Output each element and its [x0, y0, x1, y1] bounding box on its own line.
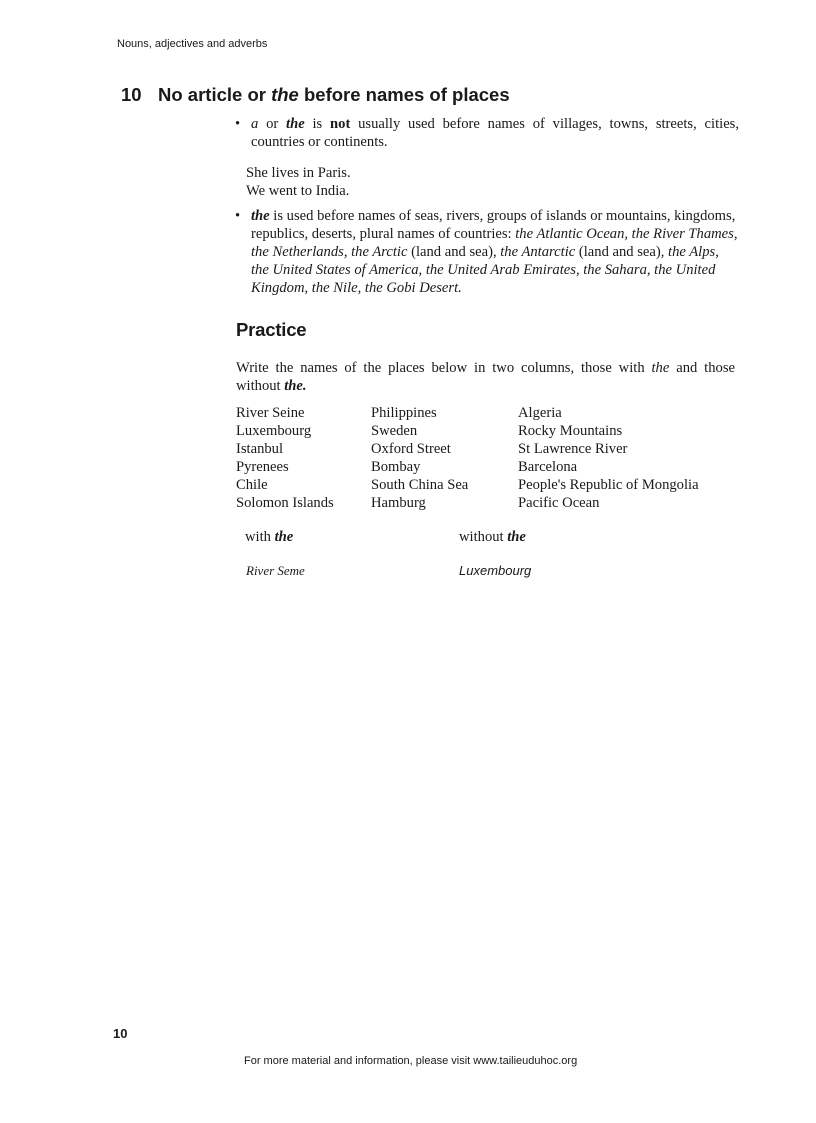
place-name: Hamburg: [371, 495, 426, 511]
place-name: Chile: [236, 477, 268, 493]
place-column: [371, 404, 468, 512]
with-the-answer-example: River Seme: [246, 563, 305, 578]
place-name: Barcelona: [518, 459, 578, 475]
column-header-text: without: [459, 529, 508, 545]
column-header-text: with: [245, 529, 275, 545]
unit-title: [121, 84, 510, 106]
place-name: Algeria: [518, 405, 562, 421]
unit-number: 10: [121, 84, 142, 105]
place-name: Istanbul: [236, 441, 284, 457]
rule-text: is used before names of seas, rivers, groups of islands or mountains, kingdoms, republics, deserts, plural names of countries:: [251, 208, 736, 242]
instruction-text: the.: [284, 378, 307, 394]
rule-text: is: [304, 116, 331, 132]
bullet-icon: •: [235, 208, 241, 224]
place-name: Luxembourg: [236, 423, 312, 439]
place-name: Rocky Mountains: [518, 423, 623, 439]
place-name: Bombay: [371, 459, 421, 475]
instruction-text: Write the names of the places below in two columns, those with: [236, 360, 652, 376]
column-header-text: the: [274, 529, 294, 545]
place-name: River Seine: [236, 405, 305, 421]
without-the-answer-example: Luxembourg: [459, 563, 532, 578]
rule-one: [235, 115, 739, 151]
bullet-icon: •: [235, 116, 241, 132]
with-the-column-header: [245, 529, 293, 546]
column-header-text: the: [507, 529, 526, 545]
rule-example: the Atlantic Ocean, the River Thames, the Netherlands, the Arctic: [251, 226, 738, 260]
without-the-column-header: [459, 529, 526, 546]
place-name: People's Republic of Mongolia: [518, 477, 699, 493]
rule-text: a: [251, 116, 259, 132]
place-column: [518, 404, 699, 512]
rule-text: or: [258, 116, 287, 132]
rule-text: the: [286, 116, 305, 132]
rule-text: usually used before names of villages, towns, streets, cities, countries or continents.: [251, 116, 739, 150]
page-number: 10: [113, 1026, 128, 1041]
rule-example: the Alps, the United States of America, the United Arab Emirates, the Sahara, the United Kingdom, the Nile, the Gobi Desert.: [251, 244, 719, 296]
running-head: Nouns, adjectives and adverbs: [117, 38, 268, 50]
unit-title-italic: the: [271, 84, 299, 105]
rule-two: [235, 207, 739, 297]
footer-note: For more material and information, please visit www.tailieuduhoc.org: [244, 1055, 578, 1067]
examples: [246, 164, 351, 200]
place-name: Pyrenees: [236, 459, 289, 475]
place-name: Solomon Islands: [236, 495, 334, 511]
place-name: Philippines: [371, 405, 437, 421]
unit-title-part: before names of places: [298, 84, 510, 105]
example-sentence: We went to India.: [246, 183, 350, 199]
instruction-text: the: [651, 360, 670, 376]
place-name: Oxford Street: [371, 441, 451, 457]
rule-example: the Antarctic: [500, 244, 576, 260]
rule-text: the: [251, 208, 270, 224]
example-sentence: She lives in Paris.: [246, 165, 351, 181]
place-column: [236, 404, 334, 512]
place-name: St Lawrence River: [518, 441, 628, 457]
practice-heading: Practice: [236, 319, 307, 340]
unit-title-part: No article or: [158, 84, 272, 105]
instruction-text: and those without: [236, 360, 735, 394]
rule-text: (land and sea),: [575, 244, 669, 260]
rule-text: not: [330, 116, 351, 132]
practice-instruction: [236, 359, 735, 395]
place-name: Pacific Ocean: [518, 495, 600, 511]
place-name: Sweden: [371, 423, 418, 439]
rule-text: (land and sea),: [407, 244, 501, 260]
place-name: South China Sea: [371, 477, 469, 493]
